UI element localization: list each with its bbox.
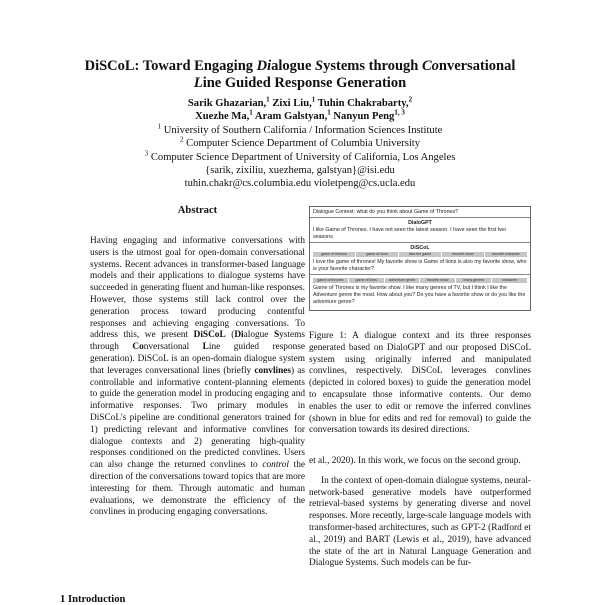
system-name: DiSCoL xyxy=(410,245,430,252)
response-text: I love the game of thrones! My favorite show is Game of lions is also my favorite show, who is your favorite character? xyxy=(313,259,527,272)
paper-title xyxy=(60,58,540,92)
figure-caption: Figure 1: A dialogue context and its three responses generated based on DialoGPT and our proposed DiSCoL system using originally inferred and manipulated convlines, respectively. DiSCoL leverages convlines (depicted in colored boxes) to guide the generation model to encapsulate those informative contents. Our demo enables the user to edit or remove the inferred convlines (shown in blue for edits and red for removal) to guide the conversation towards its desired directions. xyxy=(309,331,531,436)
paragraph: In the context of open-domain dialogue systems, neural-network-based generative models have outperformed retrieval-based systems by generating diverse and novel responses. More recently, large-scale language models with transformer-based architectures, such as GPT-2 (Radford et al., 2019) and BART (Lewis et al., 2019), have advanced the state of the art in Natural Language Generation and Dialogue Systems. Such models can be fur- xyxy=(309,475,531,569)
title-line-2: Line Guided Response Generation xyxy=(193,75,407,91)
paragraph: et al., 2020). In this work, we focus on the second group. xyxy=(309,456,521,466)
email-line-2: tuhin.chakr@cs.columbia.edu violetpeng@cs.ucla.edu xyxy=(184,178,416,190)
author-block xyxy=(60,97,540,191)
figure-discol-response xyxy=(310,243,530,275)
convline-tag: favorite show xyxy=(420,278,455,283)
convline-tag: game of thrones xyxy=(313,252,355,257)
convline-tag: character xyxy=(492,278,527,283)
convline-tag: game of lions xyxy=(356,252,398,257)
title-line-1: DiSCoL: Toward Engaging Dialogue Systems through Conversational xyxy=(84,58,516,74)
abstract-heading: Abstract xyxy=(177,205,218,216)
figure-dialogpt-response xyxy=(310,218,530,243)
convline-tag: favorite character xyxy=(485,252,527,257)
convline-tag: adventure genre xyxy=(385,278,420,283)
convline-tag: also the game xyxy=(399,252,441,257)
convline-tags xyxy=(313,252,527,257)
author-line-2: Xuezhe Ma,$^1$ Aram Galstyan,$^1$ Nanyun Peng$^{1, 3}$ xyxy=(195,108,405,123)
section-heading-introduction: 1 Introduction xyxy=(60,594,126,605)
response-text: Game of Thrones is my favorite show. I like many genres of TV, but I think I like the Adventure genre the most. How about you? Do you have a favorite show or do you like the adventure genre? xyxy=(313,285,526,305)
convline-tag: favorite show xyxy=(442,252,484,257)
abstract-text: Having engaging and informative conversations with users is the utmost goal for open-domain conversational systems. Recent advances in transformer-based language models and their applications to dialogue systems have succeeded in generating fluent and human-like responses. However, those systems still lack control over the generation process toward producing contentful responses and achieving engaging conversations. To address this, we present DiSCoL (Dialogue Systems through Conversational Line guided response generation). DiSCoL is an open-domain dialogue system that leverages conversational lines (briefly convlines) as controllable and informative content-planning elements to guide the generation model in producing engaging and informative responses. Two primary modules in DiSCoL's pipeline are conditional generators trained for 1) predicting relevant and informative convlines for dialogue contexts and 2) generating high-quality responses conditioned on the predicted convlines. Users can also change the returned convlines to control the direction of the conversations toward topics that are more interesting for them. Through automatic and human evaluations, we demonstrate the efficiency of the convlines in producing engaging conversations. xyxy=(90,236,306,518)
convline-tags xyxy=(313,278,527,283)
figure-1 xyxy=(309,206,531,311)
convline-tag: game of lions xyxy=(349,278,384,283)
affiliation-3: $^3$ Computer Science Department of University of California, Los Angeles xyxy=(144,149,456,163)
response-text: I like Game of Thrones. I have not seen the latest season. I have seen the first two seasons. xyxy=(313,227,507,240)
email-line-1: {sarik, zixiliu, xuezhema, galstyan}@isi.edu xyxy=(205,165,395,177)
figure-dialogue-context: Dialogue Context: what do you think about Game of Thrones? xyxy=(310,207,530,218)
convline-tag: many genres xyxy=(456,278,491,283)
system-name: DialoGPT xyxy=(408,220,432,226)
affiliation-1: $^1$ University of Southern California / Information Sciences Institute xyxy=(157,122,443,136)
body-text-right-column xyxy=(309,456,531,570)
figure-discol-edited-response xyxy=(310,275,530,307)
author-line-1: Sarik Ghazarian,$^1$ Zixi Liu,$^1$ Tuhin Chakrabarty,$^2$ xyxy=(187,95,413,109)
convline-tag: game of thrones xyxy=(313,278,348,283)
affiliation-2: $^2$ Computer Science Department of Columbia University xyxy=(179,135,421,150)
